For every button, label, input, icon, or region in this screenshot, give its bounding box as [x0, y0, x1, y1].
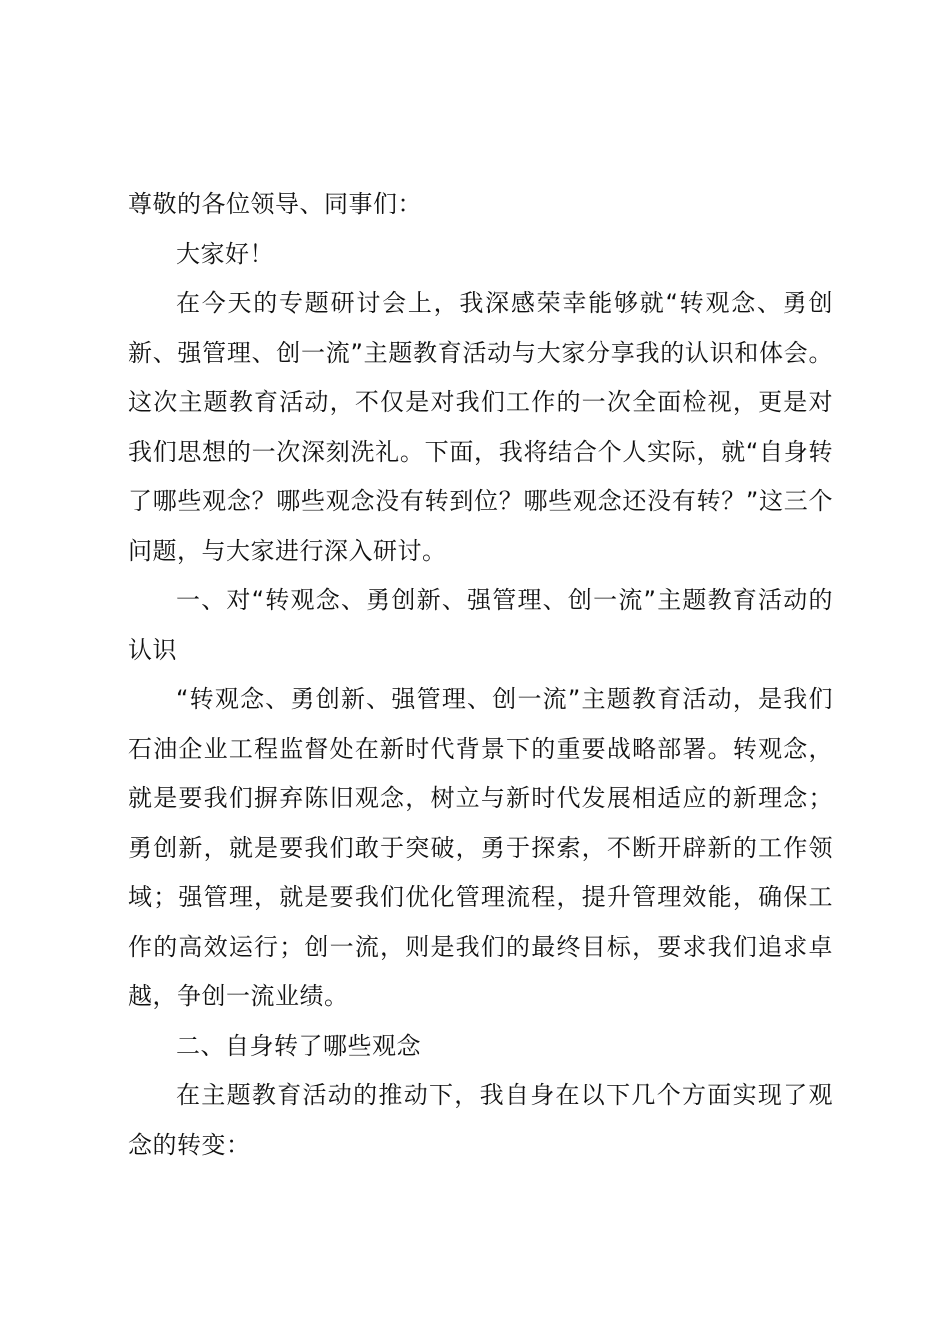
document-body [128, 180, 833, 1170]
section-1-paragraph: “转观念、勇创新、强管理、创一流”主题教育活动，是我们石油企业工程监督处在新时代背景下的重要战略部署。转观念，就是要我们摒弃陈旧观念，树立与新时代发展相适应的新理念；勇创新，就是要我们敢于突破，勇于探索，不断开辟新的工作领域；强管理，就是要我们优化管理流程，提升管理效能，确保工作的高效运行；创一流，则是我们的最终目标，要求我们追求卓越，争创一流业绩。 [128, 685, 833, 1010]
section-heading-2: 二、自身转了哪些观念 [176, 1031, 421, 1060]
section-2-paragraph: 在主题教育活动的推动下，我自身在以下几个方面实现了观念的转变： [128, 1081, 833, 1159]
greeting: 大家好！ [176, 239, 274, 268]
section-heading-1: 一、对“转观念、勇创新、强管理、创一流”主题教育活动的认识 [128, 586, 833, 664]
intro-paragraph: 在今天的专题研讨会上，我深感荣幸能够就“转观念、勇创新、强管理、创一流”主题教育活动与大家分享我的认识和体会。这次主题教育活动，不仅是对我们工作的一次全面检视，更是对我们思想的一次深刻洗礼。下面，我将结合个人实际，就“自身转了哪些观念？哪些观念没有转到位？哪些观念还没有转？”这三个问题，与大家进行深入研讨。 [128, 289, 833, 565]
salutation: 尊敬的各位领导、同事们： [128, 190, 422, 218]
